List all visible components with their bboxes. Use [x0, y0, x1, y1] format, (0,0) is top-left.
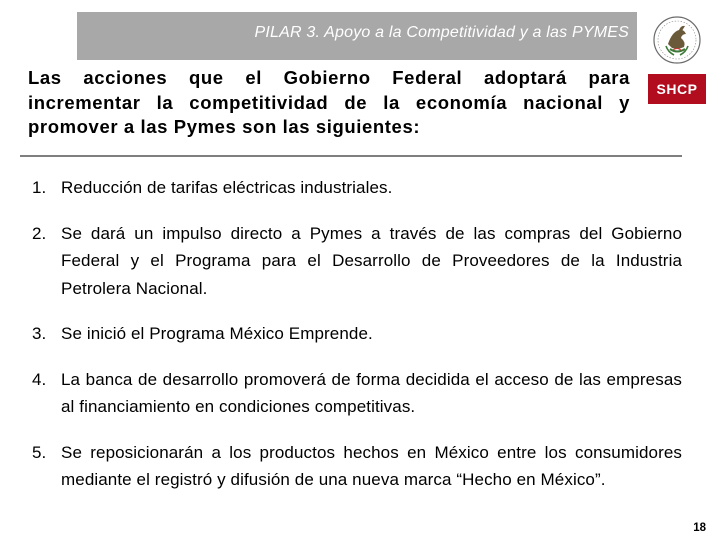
- list-item: [32, 439, 682, 494]
- list-item: [32, 366, 682, 421]
- list-item-number: 1.: [32, 178, 47, 197]
- slide-title: PILAR 3. Apoyo a la Competitividad y a las PYMES: [254, 24, 629, 41]
- list-item-number: 3.: [32, 324, 47, 343]
- page-number: 18: [693, 522, 706, 534]
- list-item: [32, 320, 682, 348]
- list-item-text: La banca de desarrollo promoverá de forma decidida el acceso de las empresas al financiamiento en condiciones competitivas.: [61, 369, 682, 416]
- list-item-text: Se reposicionarán a los productos hechos en México entre los consumidores mediante el registró y difusión de una nueva marca “Hecho en México”.: [61, 442, 682, 489]
- header-bar: [77, 12, 637, 60]
- list-item-number: 5.: [32, 442, 47, 462]
- list-item: [32, 174, 682, 202]
- list-item-text: Reducción de tarifas eléctricas industriales.: [61, 178, 393, 197]
- list-item-text: Se dará un impulso directo a Pymes a través de las compras del Gobierno Federal y el Programa para el Desarrollo de Proveedores de la Industria Petrolera Nacional.: [61, 223, 682, 298]
- mexican-coat-of-arms-icon: [648, 14, 706, 66]
- list-item-number: 2.: [32, 223, 47, 243]
- intro-text: Las acciones que el Gobierno Federal adoptará para incrementar la competitividad de la economía nacional y promover a las Pymes son las siguientes:: [28, 67, 630, 137]
- action-list: [32, 174, 682, 512]
- divider: [20, 155, 682, 157]
- shcp-logo: SHCP: [648, 74, 706, 104]
- list-item-text: Se inició el Programa México Emprende.: [61, 324, 373, 343]
- list-item: [32, 220, 682, 303]
- list-item-number: 4.: [32, 369, 47, 389]
